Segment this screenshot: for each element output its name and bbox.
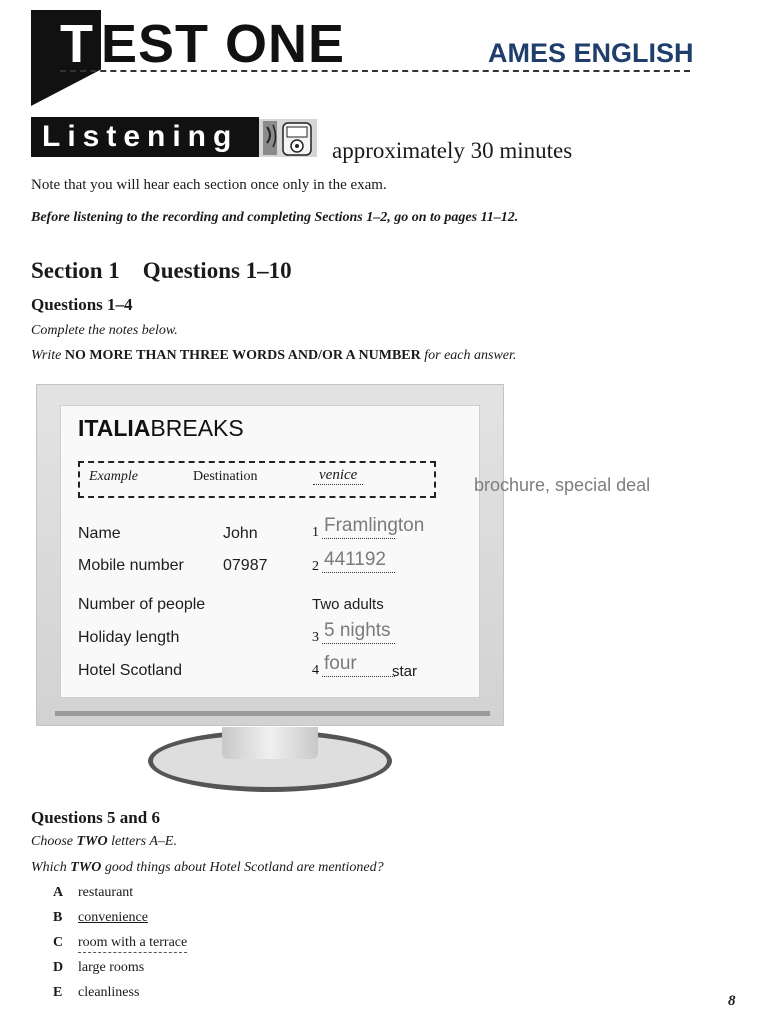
option-d[interactable]: large rooms <box>78 960 145 975</box>
questions-1-4-word-limit: Write NO MORE THAN THREE WORDS AND/OR A NUMBER for each answer. <box>31 348 517 363</box>
example-answer: venice <box>313 466 363 485</box>
example-label: Example <box>89 469 138 484</box>
option-letter: B <box>53 910 63 925</box>
form-prefill-mobile: 07987 <box>223 557 268 574</box>
page-number: 8 <box>728 993 736 1009</box>
option-letter: D <box>53 960 64 975</box>
option-letter: C <box>53 935 64 950</box>
annotation-note: brochure, special deal <box>474 475 651 495</box>
answer-dotted-line <box>322 572 395 573</box>
answer-slot-3[interactable] <box>312 622 452 646</box>
answer-slot-1[interactable] <box>312 515 452 541</box>
questions-5-6-question: Which TWO good things about Hotel Scotland are mentioned? <box>31 860 384 875</box>
title-first-letter: T <box>60 14 93 74</box>
listening-label: Listening <box>42 120 239 153</box>
question-number: 2 <box>312 559 319 574</box>
option-b[interactable]: convenience <box>78 910 148 925</box>
form-label-people: Number of people <box>78 596 206 613</box>
option-letter: A <box>53 885 64 900</box>
questions-5-6-instruction: Choose TWO letters A–E. <box>31 834 177 849</box>
answer-dotted-line <box>322 538 395 539</box>
italiabreaks-logo: ITALIABREAKS <box>78 415 244 441</box>
answer-dotted-line <box>322 643 395 644</box>
option-a[interactable]: restaurant <box>78 885 134 900</box>
cd-player-icon <box>259 117 317 159</box>
form-label-name: Name <box>78 525 121 542</box>
answer-text: 5 nights <box>324 620 391 641</box>
questions-1-4-instruction: Complete the notes below. <box>31 323 178 338</box>
monitor-bezel-bar <box>55 711 490 716</box>
question-number: 1 <box>312 525 319 540</box>
duration-text: approximately 30 minutes <box>332 138 573 163</box>
answer-slot-2[interactable] <box>312 551 452 575</box>
section-title: Section 1 Questions 1–10 <box>31 258 292 283</box>
option-letter: E <box>53 985 63 1000</box>
header-dashed-rule <box>60 70 690 72</box>
answer-dotted-line <box>322 676 395 677</box>
questions-1-4-title: Questions 1–4 <box>31 295 133 314</box>
question-number: 4 <box>312 663 319 678</box>
form-suffix-star: star <box>392 663 418 680</box>
brand-watermark: AMES ENGLISH <box>488 38 694 68</box>
option-c[interactable]: room with a terrace <box>78 935 187 953</box>
questions-5-6-title: Questions 5 and 6 <box>31 808 160 827</box>
form-label-mobile: Mobile number <box>78 557 184 574</box>
question-number: 3 <box>312 630 319 645</box>
form-label-holiday-length: Holiday length <box>78 629 180 646</box>
before-listening-note: Before listening to the recording and completing Sections 1–2, go on to pages 11–12. <box>31 210 519 225</box>
monitor-stand-neck <box>222 727 318 759</box>
option-e[interactable]: cleanliness <box>78 985 140 1000</box>
page-title: EST ONE <box>101 14 346 74</box>
form-prefill-name: John <box>223 525 258 542</box>
form-value-people: Two adults <box>312 596 384 613</box>
answer-text: four <box>324 653 357 674</box>
answer-text: 441192 <box>324 549 386 570</box>
exam-note: Note that you will hear each section once only in the exam. <box>31 177 387 193</box>
answer-slot-4[interactable] <box>312 655 452 679</box>
example-field: Destination <box>193 469 258 484</box>
answer-text: Framlington <box>324 515 425 536</box>
form-label-hotel: Hotel Scotland <box>78 662 183 679</box>
